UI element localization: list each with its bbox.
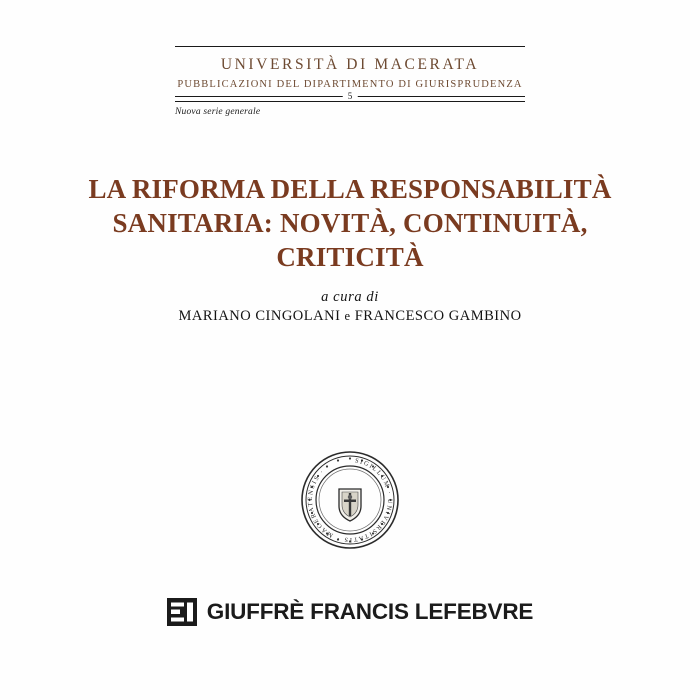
svg-text:SIGILLUM · UNIVERSITATIS · MAC: SIGILLUM · UNIVERSITATIS · MACERATENSIS ·: [306, 457, 394, 544]
title-line-1: LA RIFORMA DELLA RESPONSABILITÀ: [88, 174, 612, 204]
editors-conjunction: e: [344, 309, 351, 323]
publisher-name: GIUFFRÈ FRANCIS LEFEBVRE: [206, 599, 534, 624]
title-line-2: SANITARIA: NOVITÀ, CONTINUITÀ,: [112, 208, 588, 239]
editors-prefix: a cura di: [321, 289, 379, 305]
editor-second: FRANCESCO GAMBINO: [354, 308, 522, 324]
editors-names: [60, 308, 640, 325]
series-divider: [175, 91, 525, 101]
series-department: PUBBLICAZIONI DEL DIPARTIMENTO DI GIURISPRUDENZA: [177, 79, 523, 90]
title-line-3: CRITICITÀ: [276, 242, 424, 273]
university-seal-icon: [300, 450, 400, 550]
publisher-block: [0, 598, 700, 626]
editor-first: MARIANO CINGOLANI: [178, 308, 341, 324]
page-title: [60, 172, 640, 274]
series-institution: UNIVERSITÀ DI MACERATA: [220, 56, 480, 73]
series-number: 5: [343, 91, 358, 101]
giuffre-logo-icon: [167, 598, 197, 626]
series-header-block: [175, 46, 525, 102]
series-note: Nuova serie generale: [175, 107, 261, 117]
